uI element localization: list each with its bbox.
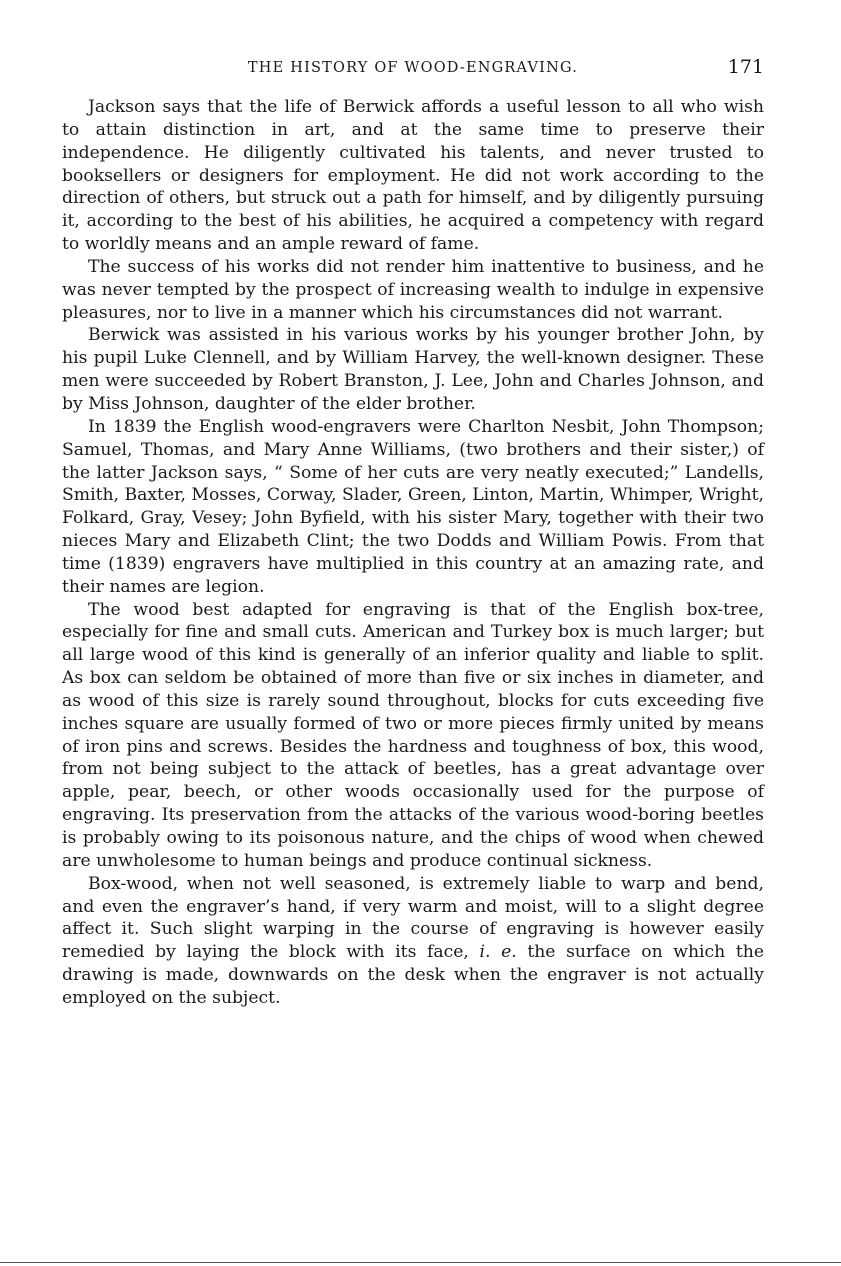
paragraph-text: the surface on which the drawing is made, downwards on the desk when the engraver is not actually employed on the subject.	[62, 942, 764, 1008]
body-text	[62, 96, 764, 1010]
paragraph	[62, 873, 764, 1010]
book-page	[62, 56, 764, 1010]
paragraph: Berwick was assisted in his various works by his younger brother John, by his pupil Luke Clennell, and by William Harvey, the well-known designer. These men were succeeded by Robert Branston, J. Lee, John and Charles Johnson, and by Miss Johnson, daughter of the elder brother.	[62, 325, 764, 414]
paragraph: In 1839 the English wood-engravers were Charlton Nesbit, John Thompson; Samuel, Thomas, and Mary Anne Williams, (two brothers and their sister,) of the latter Jackson says, “ Some of her cuts are very neatly executed;” Landells, Smith, Baxter, Mosses, Corway, Slader, Green, Linton, Martin, Whimper, Wright, Folkard, Gray, Vesey; John Byfield, with his sister Mary, together with their two nieces Mary and Elizabeth Clint; the two Dodds and William Powis. From that time (1839) engravers have multiplied in this country at an amazing rate, and their names are legion.	[62, 416, 764, 597]
paragraph: Jackson says that the life of Berwick affords a useful lesson to all who wish to attain distinction in art, and at the same time to preserve their independence. He diligently cultivated his talents, and never trusted to booksellers or designers for employment. He did not work according to the direction of others, but struck out a path for himself, and by diligently pursuing it, according to the best of his abilities, he acquired a competency with regard to worldly means and an ample reward of fame.	[62, 97, 764, 255]
italic-abbreviation: i. e.	[479, 942, 517, 963]
paragraph: The wood best adapted for engraving is that of the English box-tree, especially for fine and small cuts. American and Turkey box is much larger; but all large wood of this kind is generally of an inferior quality and liable to split. As box can seldom be obtained of more than five or six inches in diameter, and as wood of this size is rarely sound throughout, blocks for cuts exceeding five inches square are usually formed of two or more pieces firmly united by means of iron pins and screws. Besides the hardness and toughness of box, this wood, from not being subject to the attack of beetles, has a great advantage over apple, pear, beech, or other woods occasionally used for the purpose of engraving. Its preservation from the attacks of the various wood-boring beetles is probably owing to its poisonous nature, and the chips of wood when chewed are unwholesome to human beings and produce continual sickness.	[62, 599, 764, 871]
page-header	[62, 56, 764, 84]
bottom-rule	[0, 1262, 841, 1263]
page-number: 171	[727, 56, 764, 78]
running-head: THE HISTORY OF WOOD-ENGRAVING.	[247, 60, 579, 76]
paragraph-text: Box-wood, when not well seasoned, is extremely liable to warp and bend, and even the engraver’s hand, if very warm and moist, will to a slight degree affect it. Such slight warping in the course of engraving is however easily remedied by laying the block with its face,	[62, 873, 764, 963]
paragraph: The success of his works did not render him inattentive to business, and he was never tempted by the prospect of increasing wealth to indulge in expensive pleasures, nor to live in a manner which his circumstances did not warrant.	[62, 256, 764, 323]
